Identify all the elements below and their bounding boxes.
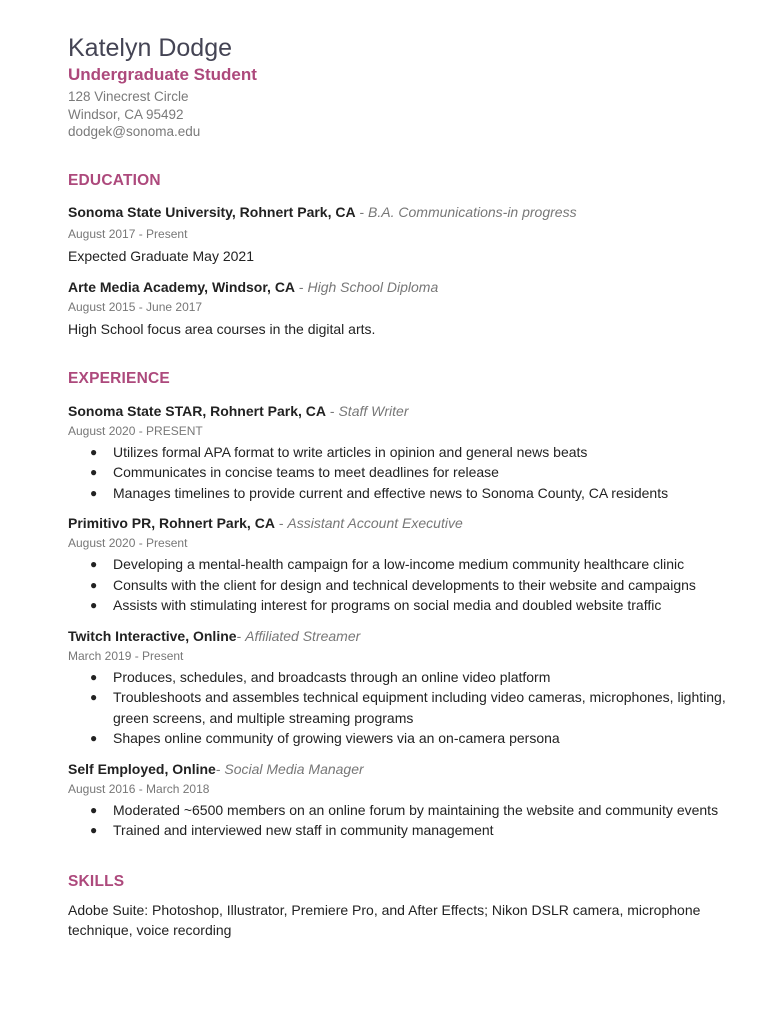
bullet-text: Moderated ~6500 members on an online forum by maintaining the website and community events [113, 801, 719, 818]
entry-title [68, 760, 728, 778]
bullet-item [68, 462, 728, 483]
bullet-text: Developing a mental-health campaign for a low-income medium community healthcare clinic [113, 556, 685, 572]
education-section [68, 172, 728, 339]
entry-position: Social Media Manager [224, 760, 364, 777]
entry-title [68, 627, 728, 645]
entry-separator: - [236, 627, 246, 644]
entry-org-location: Rohnert Park, CA [206, 402, 327, 419]
bullet-dot: ● [90, 669, 98, 684]
entry-title [68, 402, 728, 420]
bullet-text: Utilizes formal APA format to write articles in opinion and general news beats [113, 443, 588, 460]
entry-separator: - [326, 402, 339, 419]
entry-date: August 2020 - Present [68, 536, 188, 550]
address-line-1: 128 Vinecrest Circle [68, 89, 189, 104]
bullet-item [68, 820, 728, 841]
bullet-dot: ● [90, 485, 98, 500]
person-role: Undergraduate Student [68, 65, 257, 84]
entry-separator: - [274, 515, 288, 531]
bullet-list [68, 442, 728, 504]
entry-position: Assistant Account Executive [287, 515, 463, 531]
bullet-text: Shapes online community of growing viewers via an on-camera persona [113, 730, 560, 746]
bullet-item [68, 595, 728, 616]
entry-separator: - [295, 278, 308, 295]
entry-title [68, 203, 728, 221]
entry-date: August 2016 - March 2018 [68, 781, 210, 796]
experience-entry [68, 760, 728, 841]
education-entry [68, 203, 728, 266]
bullet-text: Produces, schedules, and broadcasts through an online video platform [113, 668, 551, 685]
entry-date: August 2015 - June 2017 [68, 299, 203, 314]
bullet-dot: ● [90, 802, 98, 817]
bullet-item [68, 800, 728, 821]
experience-entry [68, 402, 728, 504]
bullet-dot: ● [90, 465, 98, 479]
bullet-item [68, 575, 728, 596]
entry-date: March 2019 - Present [68, 648, 184, 663]
entry-org: Self Employed, Online [68, 760, 216, 777]
bullet-dot: ● [90, 598, 98, 612]
entry-org: Sonoma State University, Rohnert Park, CA [68, 203, 356, 220]
entry-separator: - [215, 760, 225, 777]
bullet-dot: ● [90, 577, 98, 592]
bullet-text: Assists with stimulating interest for programs on social media and doubled website traffic [113, 597, 662, 613]
entry-date: August 2020 - PRESENT [68, 423, 203, 438]
entry-title [68, 514, 728, 532]
entry-separator: - [355, 203, 369, 220]
bullet-item [68, 728, 728, 749]
entry-org: Sonoma State STAR, [68, 402, 207, 419]
bullet-list [68, 667, 728, 749]
bullet-text: Troubleshoots and assembles technical equipment including video cameras, microphones, lighting, green screens, and multiple streaming programs [113, 689, 726, 726]
skills-text: Adobe Suite: Photoshop, Illustrator, Premiere Pro, and After Effects; Nikon DSLR camera, microphone technique, voice recording [68, 901, 701, 938]
entry-description: High School focus area courses in the digital arts. [68, 320, 376, 337]
bullet-dot: ● [90, 557, 98, 571]
entry-description: Expected Graduate May 2021 [68, 247, 255, 264]
experience-entry [68, 627, 728, 749]
bullet-dot: ● [90, 731, 98, 745]
entry-org: Arte Media Academy, Windsor, CA [68, 278, 296, 295]
entry-position: B.A. Communications-in progress [368, 203, 577, 220]
person-name: Katelyn Dodge [68, 34, 233, 62]
education-entry [68, 278, 728, 339]
bullet-dot: ● [90, 444, 98, 459]
entry-position: High School Diploma [307, 278, 439, 295]
header [68, 32, 728, 141]
bullet-item [68, 442, 728, 463]
bullet-item [68, 667, 728, 688]
address-line-2: Windsor, CA 95492 [68, 106, 184, 122]
section-title-skills: SKILLS [68, 872, 125, 890]
section-title-education: EDUCATION [68, 171, 161, 189]
email: dodgek@sonoma.edu [68, 124, 201, 139]
entry-org: Twitch Interactive, Online [68, 627, 237, 644]
entry-position: Staff Writer [338, 402, 409, 419]
bullet-text: Manages timelines to provide current and effective news to Sonoma County, CA residents [113, 484, 669, 501]
entry-org: Primitivo PR, Rohnert Park, CA [68, 515, 275, 531]
entry-date: August 2017 - Present [68, 226, 188, 241]
resume-content [68, 32, 728, 940]
bullet-text: Consults with the client for design and technical developments to their website and campaigns [113, 576, 696, 593]
bullet-item [68, 687, 728, 728]
entry-title [68, 278, 728, 296]
bullet-dot: ● [90, 690, 98, 704]
entry-position: Affiliated Streamer [245, 627, 361, 644]
bullet-item [68, 483, 728, 504]
bullet-text: Communicates in concise teams to meet deadlines for release [113, 464, 499, 480]
bullet-list [68, 800, 728, 841]
bullet-list [68, 554, 728, 616]
bullet-text: Trained and interviewed new staff in community management [113, 822, 494, 838]
experience-entry [68, 514, 728, 616]
skills-section [68, 873, 728, 940]
bullet-dot: ● [90, 823, 98, 837]
experience-section [68, 370, 728, 841]
bullet-item [68, 554, 728, 575]
section-title-experience: EXPERIENCE [68, 369, 170, 387]
